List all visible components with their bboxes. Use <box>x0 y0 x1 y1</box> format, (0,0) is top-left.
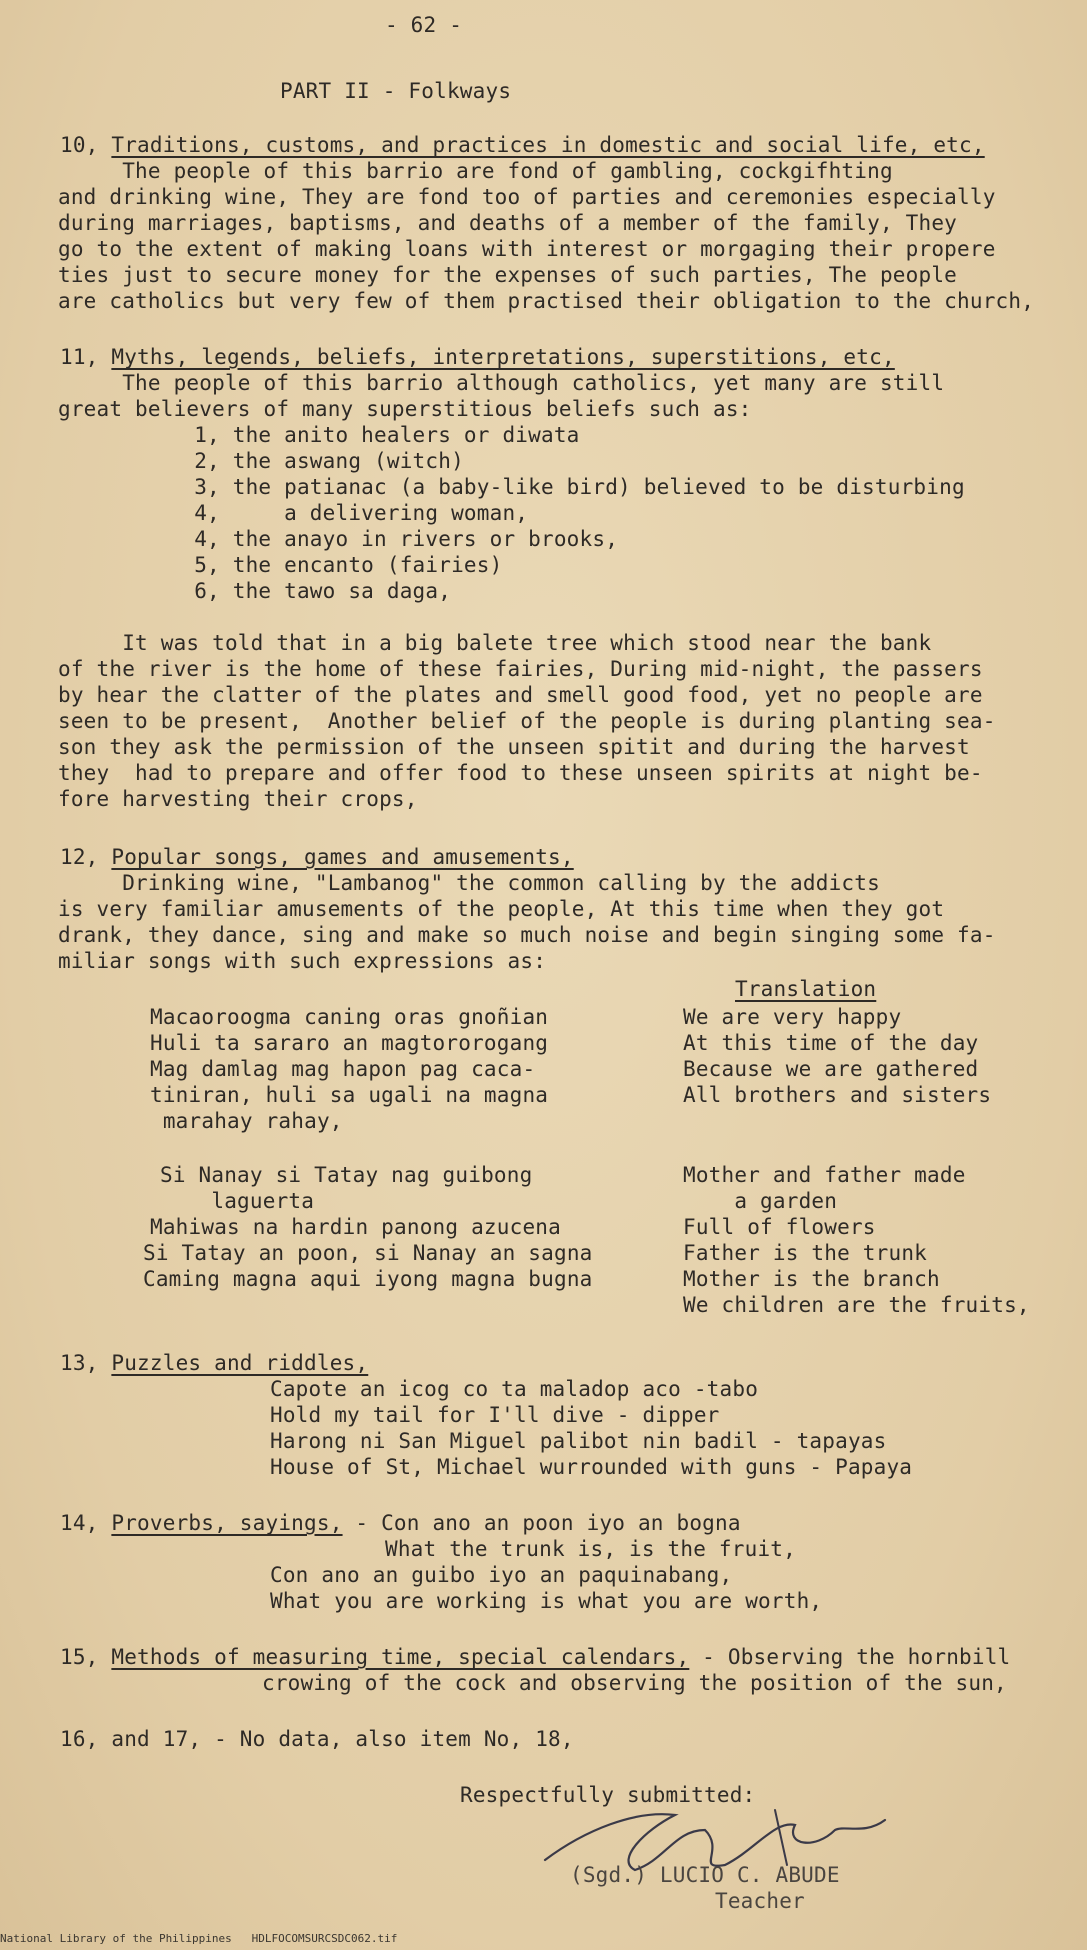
item-10-number: 10, <box>60 133 99 157</box>
song-line: marahay rahay, <box>150 1109 343 1133</box>
list-item: 5, the encanto (fairies) <box>130 553 503 577</box>
item-11-number: 11, <box>60 345 99 369</box>
translation-line: Father is the trunk <box>683 1241 928 1265</box>
item-15-number: 15, <box>60 1645 99 1669</box>
text-line: The people of this barrio although catholics, yet many are still <box>58 371 945 395</box>
item-14-number: 14, <box>60 1511 99 1535</box>
song-line: Caming magna aqui iyong magna bugna <box>143 1267 593 1291</box>
translation-line: We children are the fruits, <box>683 1293 1030 1317</box>
item-12-title: Popular songs, games and amusements, <box>111 845 574 869</box>
text-line: It was told that in a big balete tree which stood near the bank <box>58 631 932 655</box>
list-item: 4, the anayo in rivers or brooks, <box>130 527 619 551</box>
text-line: go to the extent of making loans with interest or morgaging their propere <box>58 237 996 261</box>
proverb-line: Con ano an guibo iyo an paquinabang, <box>270 1563 733 1587</box>
list-item: 1, the anito healers or diwata <box>130 423 580 447</box>
text-line: fore harvesting their crops, <box>58 787 418 811</box>
item-10-heading <box>60 132 985 158</box>
signatory-name: (Sgd.) LUCIO C. ABUDE <box>570 1863 840 1887</box>
text-line: is very familiar amusements of the people, At this time when they got <box>58 897 945 921</box>
translation-line: All brothers and sisters <box>683 1083 992 1107</box>
item-10-title: Traditions, customs, and practices in domestic and social life, etc, <box>111 133 985 157</box>
item-12-heading <box>60 844 574 870</box>
proverb-line: What you are working is what you are worth, <box>270 1589 823 1613</box>
song-line: Huli ta sararo an magtororogang <box>150 1031 549 1055</box>
song-line: Mahiwas na hardin panong azucena <box>150 1215 561 1239</box>
text-line: they had to prepare and offer food to these unseen spirits at night be- <box>58 761 983 785</box>
translation-line: Mother and father made <box>683 1163 966 1187</box>
page-number: - 62 - <box>385 13 463 37</box>
footer-text: National Library of the Philippines HDLFOCOMSURCSDC062.tif <box>0 1932 398 1945</box>
item-12-number: 12, <box>60 845 99 869</box>
riddle-line: Hold my tail for I'll dive - dipper <box>270 1403 720 1427</box>
translation-line: Because we are gathered <box>683 1057 979 1081</box>
item-13-heading <box>60 1350 368 1376</box>
item-15-heading <box>60 1644 1010 1670</box>
list-item: 3, the patianac (a baby-like bird) believed to be disturbing <box>130 475 965 499</box>
list-item: 4, a delivering woman, <box>130 501 529 525</box>
item-11-heading <box>60 344 895 370</box>
part-heading: PART II - Folkways <box>280 79 512 103</box>
list-item: 6, the tawo sa daga, <box>130 579 452 603</box>
list-item: 2, the aswang (witch) <box>130 449 464 473</box>
item-14-title: Proverbs, sayings, <box>111 1511 343 1535</box>
text-line: by hear the clatter of the plates and smell good food, yet no people are <box>58 683 983 707</box>
translation-line: Mother is the branch <box>683 1267 940 1291</box>
song-line: laguerta <box>160 1189 315 1213</box>
riddle-line: Capote an icog co ta maladop aco -tabo <box>270 1377 759 1401</box>
riddle-line: House of St, Michael wurrounded with guns - Papaya <box>270 1455 913 1479</box>
song-line: Si Nanay si Tatay nag guibong <box>160 1163 533 1187</box>
text-line: seen to be present, Another belief of the people is during planting sea- <box>58 709 996 733</box>
song-line: Macaoroogma caning oras gnoñian <box>150 1005 549 1029</box>
text-line: and drinking wine, They are fond too of parties and ceremonies especially <box>58 185 996 209</box>
text-line: Drinking wine, "Lambanog" the common calling by the addicts <box>58 871 880 895</box>
text-line: ties just to secure money for the expenses of such parties, The people <box>58 263 958 287</box>
text-line: are catholics but very few of them practised their obligation to the church, <box>58 289 1035 313</box>
translation-line: We are very happy <box>683 1005 902 1029</box>
text-line: The people of this barrio are fond of gambling, cockgifhting <box>58 159 893 183</box>
text-line: son they ask the permission of the unseen spitit and during the harvest <box>58 735 970 759</box>
item-11-title: Myths, legends, beliefs, interpretations, superstitions, etc, <box>111 345 895 369</box>
text-line: of the river is the home of these fairies, During mid-night, the passers <box>58 657 983 681</box>
proverb-line: What the trunk is, is the fruit, <box>385 1537 796 1561</box>
closing-text: Respectfully submitted: <box>460 1783 756 1807</box>
signatory-title: Teacher <box>715 1889 805 1913</box>
item-16-text: 16, and 17, - No data, also item No, 18, <box>60 1727 574 1751</box>
item-13-number: 13, <box>60 1351 99 1375</box>
riddle-line: Harong ni San Miguel palibot nin badil - tapayas <box>270 1429 887 1453</box>
proverb-line: - Con ano an poon iyo an bogna <box>342 1511 741 1535</box>
item-13-title: Puzzles and riddles, <box>111 1351 369 1375</box>
translation-line: At this time of the day <box>683 1031 979 1055</box>
translation-line: a garden <box>683 1189 838 1213</box>
text-line: during marriages, baptisms, and deaths of a member of the family, They <box>58 211 958 235</box>
song-line: Si Tatay an poon, si Nanay an sagna <box>143 1241 593 1265</box>
song-line: Mag damlag mag hapon pag caca- <box>150 1057 536 1081</box>
item-14-heading <box>60 1510 741 1536</box>
text-line: drank, they dance, sing and make so much noise and begin singing some fa- <box>58 923 996 947</box>
text-line: miliar songs with such expressions as: <box>58 949 547 973</box>
text-line: great believers of many superstitious beliefs such as: <box>58 397 752 421</box>
text-line: crowing of the cock and observing the position of the sun, <box>262 1671 1007 1695</box>
translation-line: Full of flowers <box>683 1215 876 1239</box>
item-15-title: Methods of measuring time, special calendars, <box>111 1645 690 1669</box>
text-line: - Observing the hornbill <box>689 1645 1011 1669</box>
translation-heading: Translation <box>735 977 877 1001</box>
song-line: tiniran, huli sa ugali na magna <box>150 1083 549 1107</box>
